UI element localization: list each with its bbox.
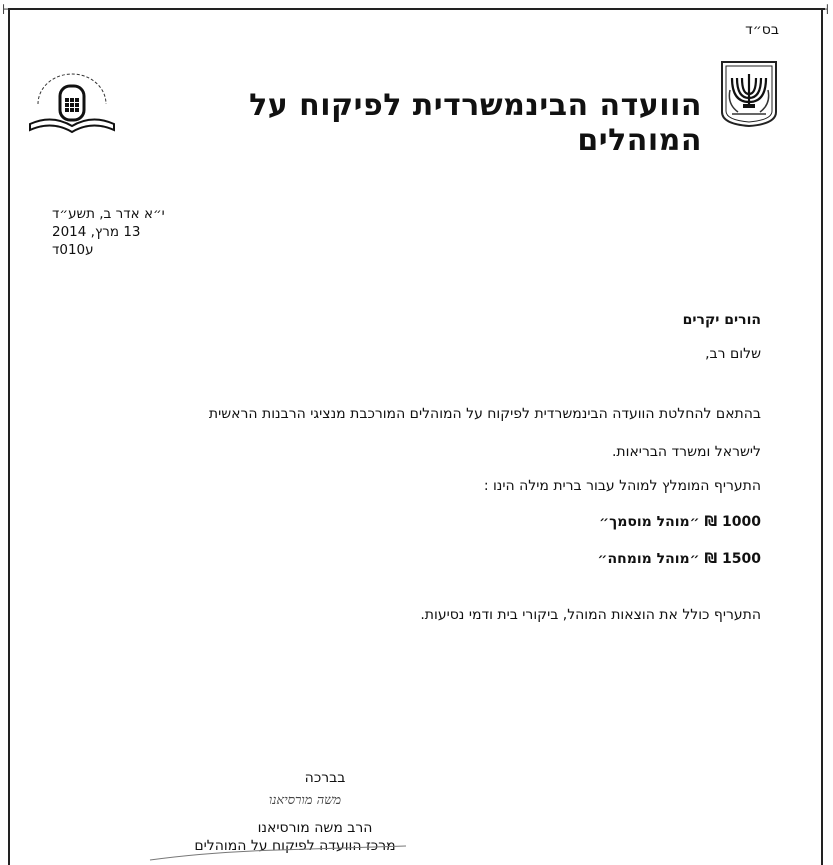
greeting: שלום רב, <box>705 346 761 362</box>
corner-mark-left: ⊢ <box>2 2 15 18</box>
chief-rabbinate-logo-icon <box>24 70 120 142</box>
signature-flourish <box>148 842 408 862</box>
fee-expert-mohel: 1500 ₪ ״מוהל מומחה״ <box>597 551 761 567</box>
handwritten-signature: משה מורסיאנו <box>268 793 342 808</box>
signer-name: הרב משה מורסיאנו <box>257 820 373 836</box>
date-block <box>52 205 212 259</box>
corner-mark-right: ⊣ <box>816 2 829 18</box>
paragraph-line-1: בהתאם להחלטת הוועדה הבינמשרדית לפיקוח על המוהלים המורכבת מנציגי הרבנות הראשית <box>208 406 761 422</box>
page-border-right <box>821 8 823 865</box>
closing-note: התעריף כולל את הוצאות המוהל, ביקורי בית ודמי נסיעות. <box>420 607 761 623</box>
reference-number: ע010ד <box>52 242 94 258</box>
fee-intro: התעריף המומלץ למוהל עבור ברית מילה הינו : <box>483 478 761 494</box>
salutation: הורים יקרים <box>682 312 761 328</box>
hebrew-date: י״א אדר ב, תשע״ד <box>52 206 165 222</box>
paragraph-line-2: לישראל ומשרד הבריאות. <box>611 444 761 460</box>
gregorian-date: 13 מרץ, 2014 <box>52 224 141 240</box>
signer-role: מרכז הוועדה לפיקוח על המוהלים <box>194 838 396 854</box>
committee-title: הוועדה הבינמשרדית לפיקוח על המוהלים <box>249 88 702 158</box>
bsd-mark: בס״ד <box>745 22 779 38</box>
israel-state-emblem-icon <box>718 60 780 128</box>
fee-certified-mohel: 1000 ₪ ״מוהל מוסמך״ <box>599 514 761 530</box>
page-border-top <box>8 8 825 10</box>
regards: בברכה <box>304 770 346 786</box>
page-border-left <box>8 8 10 865</box>
